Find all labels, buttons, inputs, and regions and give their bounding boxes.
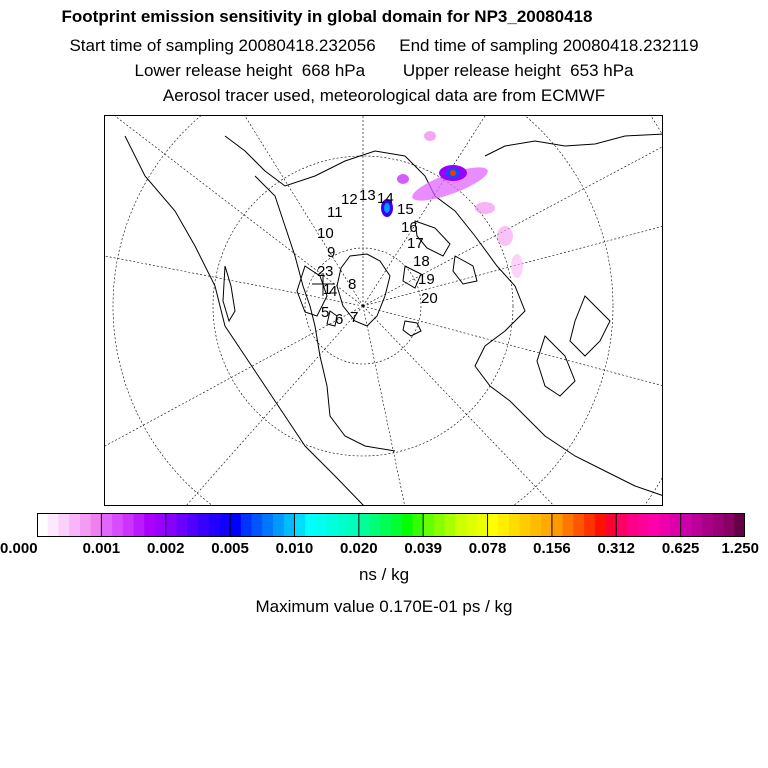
colorbar-cell [155,513,166,537]
colorbar-cell [648,513,659,537]
sensitivity-blob [511,254,523,278]
colorbar-cell [477,513,488,537]
trajectory-label: 9 [327,244,336,261]
colorbar-cell [412,513,423,537]
colorbar-cell [638,513,649,537]
colorbar-cell [337,513,348,537]
trajectory-label: 14 [377,190,394,207]
north-america-coast [405,156,663,496]
colorbar-cell [530,513,541,537]
polar-map [105,116,663,506]
colorbar-cell [498,513,509,537]
colorbar-tick-label: 0.078 [468,540,507,557]
colorbar-cell [123,513,134,537]
colorbar-cell [58,513,69,537]
colorbar-cell [541,513,552,537]
colorbar-cell [563,513,574,537]
colorbar-cell [48,513,59,537]
sensitivity-max [450,170,456,176]
colorbar-cell [69,513,80,537]
hudson-bay [537,336,575,396]
colorbar [37,513,745,537]
trajectory-label: 12 [341,191,358,208]
colorbar-tick-label: 0.020 [340,540,378,557]
colorbar-cell [241,513,252,537]
colorbar-cell [702,513,713,537]
colorbar-cell [144,513,155,537]
colorbar-cell [91,513,102,537]
colorbar-cell [176,513,187,537]
sensitivity-blob [397,174,409,184]
trajectory-label: 11 [327,204,343,221]
colorbar-cell [348,513,359,537]
trajectory-label: 17 [407,235,424,252]
colorbar-cell [166,513,177,537]
colorbar-tick-label: 0.039 [404,540,442,557]
colorbar-cell [327,513,338,537]
colorbar-cell [552,513,563,537]
colorbar-cell [80,513,91,537]
trajectory-label: 2 [317,263,326,280]
siberia-coast [225,136,405,186]
trajectory-labels [317,187,438,328]
colorbar-cells [37,513,745,537]
trajectory-label: 6 [335,311,344,328]
trajectory-label: 18 [413,253,430,270]
colorbar-cell [370,513,381,537]
labrador-coast [570,296,610,356]
colorbar-cell [659,513,670,537]
colorbar-cell [734,513,745,537]
greenland-coast [337,254,390,326]
colorbar-cell [606,513,617,537]
meridian-line [185,306,363,506]
colorbar-cell [713,513,724,537]
trajectory-label: 8 [348,276,357,293]
maximum-value-label: Maximum value 0.170E-01 ps / kg [255,597,513,616]
colorbar-cell [37,513,48,537]
colorbar-cell [230,513,241,537]
trajectory-label: 20 [421,290,438,307]
plot-title: Footprint emission sensitivity in global domain for NP3_20080418 [61,7,593,26]
colorbar-cell [670,513,681,537]
japan [223,266,235,321]
colorbar-cell [198,513,209,537]
latitude-circle [113,116,613,506]
sampling-time-line: Start time of sampling 20080418.232056 End time of sampling 20080418.232119 [69,36,699,55]
colorbar-cell [681,513,692,537]
colorbar-cell [402,513,413,537]
trajectory-label: 1 [323,281,332,298]
colorbar-cell [627,513,638,537]
sensitivity-blob [424,131,436,141]
trajectory-label: 16 [401,219,418,236]
coastlines [125,134,663,506]
colorbar-cell [316,513,327,537]
colorbar-cell [466,513,477,537]
colorbar-cell [284,513,295,537]
tracer-info-line: Aerosol tracer used, meteorological data are from ECMWF [162,86,606,105]
alaska-coast [485,134,663,156]
trajectory-label: 3 [325,263,334,280]
colorbar-cell [595,513,606,537]
east-asia-coast [125,136,365,506]
colorbar-tick-label: 0.312 [597,540,636,557]
colorbar-tick-label: 0.005 [211,540,249,557]
units-label: ns / kg [358,565,410,584]
trajectory-label: 5 [321,304,330,321]
colorbar-cell [273,513,284,537]
colorbar-cell [252,513,263,537]
colorbar-svg [37,513,745,537]
release-height-line: Lower release height 668 hPa Upper release height 653 hPa [134,61,634,80]
colorbar-cell [391,513,402,537]
colorbar-cell [445,513,456,537]
colorbar-tick-label: 0.010 [275,540,314,557]
colorbar-cell [423,513,434,537]
sensitivity-blob [475,202,495,214]
trajectory-label: 10 [317,225,334,242]
trajectory-label: 15 [397,201,414,218]
trajectory-label: 13 [359,187,376,204]
trajectory-label: 4 [329,283,338,300]
colorbar-cell [294,513,305,537]
meridian-line [363,306,663,386]
colorbar-cell [305,513,316,537]
colorbar-cell [380,513,391,537]
sensitivity-blob [497,226,513,246]
colorbar-cell [573,513,584,537]
colorbar-cell [509,513,520,537]
colorbar-tick-label: 0.000 [0,540,38,557]
trajectory-label: 7 [350,309,359,326]
colorbar-tick-label: 0.001 [82,540,121,557]
colorbar-cell [724,513,735,537]
colorbar-cell [101,513,112,537]
trajectory-label: 19 [418,271,435,288]
colorbar-cell [691,513,702,537]
colorbar-cell [584,513,595,537]
colorbar-cell [262,513,273,537]
colorbar-cell [112,513,123,537]
map-panel [104,115,663,506]
colorbar-cell [520,513,531,537]
colorbar-cell [488,513,499,537]
colorbar-tick-label: 0.156 [533,540,571,557]
meridian-line [245,116,363,306]
colorbar-cell [219,513,230,537]
meridian-line [363,306,555,506]
colorbar-tick-label: 0.002 [146,540,185,557]
colorbar-cell [359,513,370,537]
colorbar-cell [134,513,145,537]
colorbar-cell [209,513,220,537]
colorbar-tick-label: 0.625 [661,540,700,557]
colorbar-cell [455,513,466,537]
colorbar-cell [616,513,627,537]
colorbar-cell [434,513,445,537]
colorbar-tick-label: 1.250 [721,540,759,557]
colorbar-cell [187,513,198,537]
meridian-line [363,306,405,506]
